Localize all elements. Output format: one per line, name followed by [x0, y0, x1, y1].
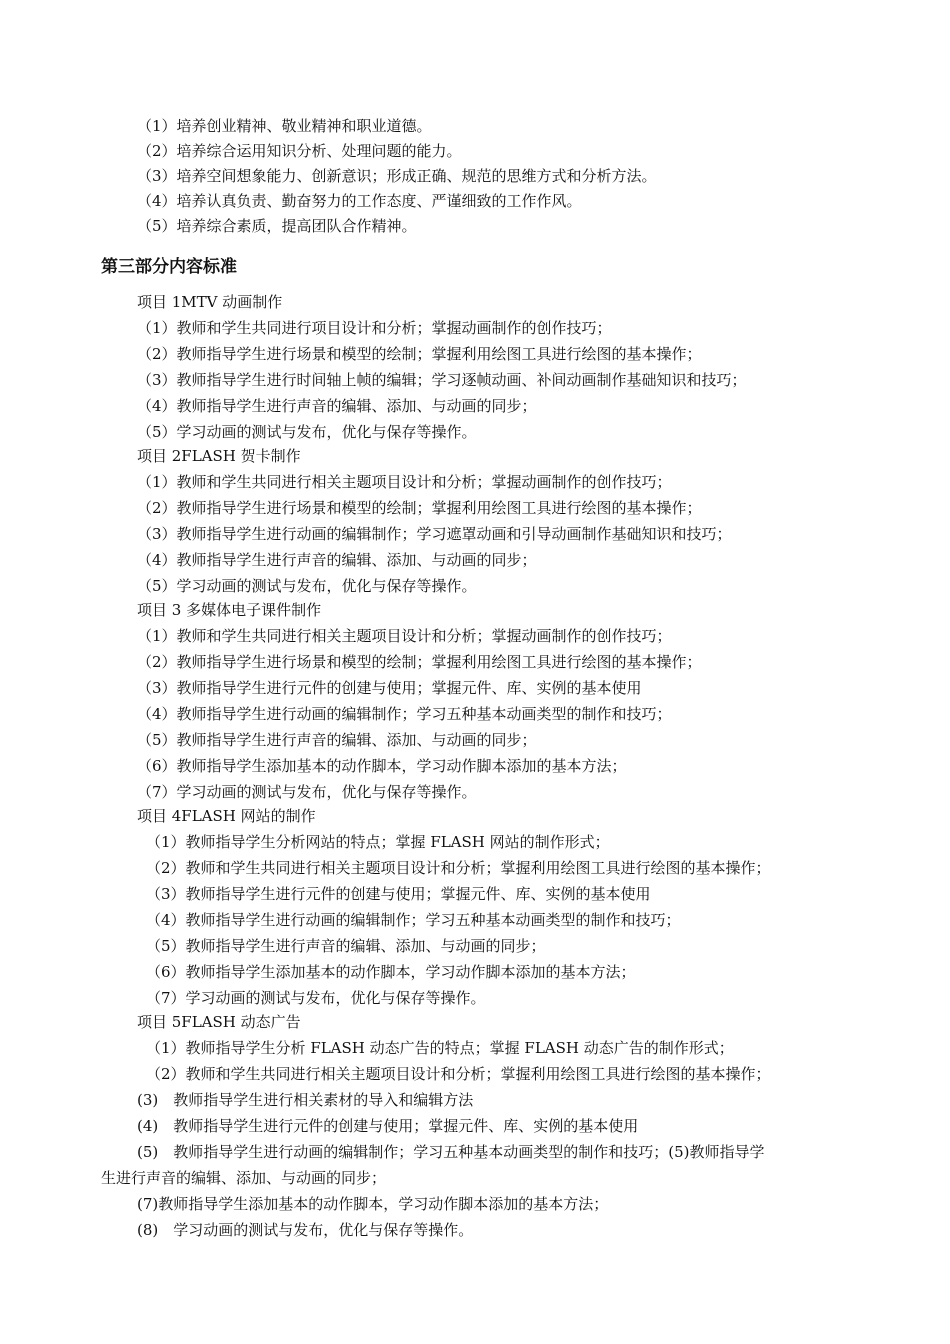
project-title: 项目 2FLASH 贺卡制作	[137, 447, 301, 465]
list-item: （3）教师指导学生进行元件的创建与使用；掌握元件、库、实例的基本使用	[146, 885, 651, 903]
intro-item: （4）培养认真负责、勤奋努力的工作态度、严谨细致的工作作风。	[137, 192, 582, 210]
intro-item: （3）培养空间想象能力、创新意识；形成正确、规范的思维方式和分析方法。	[137, 167, 657, 185]
list-item: （1）教师指导学生分析 FLASH 动态广告的特点；掌握 FLASH 动态广告的制作形式；	[146, 1039, 734, 1057]
list-item: （2）教师指导学生进行场景和模型的绘制；掌握利用绘图工具进行绘图的基本操作；	[137, 345, 702, 363]
intro-item: （5）培养综合素质，提高团队合作精神。	[137, 217, 417, 235]
list-item: (5) 教师指导学生进行动画的编辑制作；学习五种基本动画类型的制作和技巧；(5)教师指导学	[137, 1143, 765, 1161]
list-item: （2）教师和学生共同进行相关主题项目设计和分析；掌握利用绘图工具进行绘图的基本操作；	[146, 859, 771, 877]
list-item: （2）教师指导学生进行场景和模型的绘制；掌握利用绘图工具进行绘图的基本操作；	[137, 653, 702, 671]
intro-item: （2）培养综合运用知识分析、处理问题的能力。	[137, 142, 462, 160]
list-item: （2）教师和学生共同进行相关主题项目设计和分析；掌握利用绘图工具进行绘图的基本操作；	[146, 1065, 771, 1083]
list-item: （4）教师指导学生进行动画的编辑制作；学习五种基本动画类型的制作和技巧；	[146, 911, 681, 929]
list-item: (4) 教师指导学生进行元件的创建与使用；掌握元件、库、实例的基本使用	[137, 1117, 639, 1135]
list-item: （1）教师指导学生分析网站的特点；掌握 FLASH 网站的制作形式；	[146, 833, 610, 851]
list-item: （1）教师和学生共同进行项目设计和分析；掌握动画制作的创作技巧；	[137, 319, 612, 337]
list-item: （1）教师和学生共同进行相关主题项目设计和分析；掌握动画制作的创作技巧；	[137, 473, 672, 491]
list-item: （4）教师指导学生进行声音的编辑、添加、与动画的同步；	[137, 551, 537, 569]
intro-item: （1）培养创业精神、敬业精神和职业道德。	[137, 117, 432, 135]
project-title: 项目 1MTV 动画制作	[137, 293, 283, 311]
list-item: (7)教师指导学生添加基本的动作脚本，学习动作脚本添加的基本方法；	[137, 1195, 609, 1213]
list-item: （2）教师指导学生进行场景和模型的绘制；掌握利用绘图工具进行绘图的基本操作；	[137, 499, 702, 517]
list-item: （3）教师指导学生进行动画的编辑制作；学习遮罩动画和引导动画制作基础知识和技巧；	[137, 525, 732, 543]
list-item: (3) 教师指导学生进行相关素材的导入和编辑方法	[137, 1091, 474, 1109]
list-item: （4）教师指导学生进行声音的编辑、添加、与动画的同步；	[137, 397, 537, 415]
project-title: 项目 3 多媒体电子课件制作	[137, 601, 322, 619]
project-title: 项目 4FLASH 网站的制作	[137, 807, 316, 825]
list-item: （5）教师指导学生进行声音的编辑、添加、与动画的同步；	[146, 937, 546, 955]
section-heading: 第三部分内容标准	[101, 257, 237, 277]
list-item: （3）教师指导学生进行时间轴上帧的编辑；学习逐帧动画、补间动画制作基础知识和技巧；	[137, 371, 747, 389]
list-item: 生进行声音的编辑、添加、与动画的同步；	[101, 1169, 387, 1187]
list-item: （5）学习动画的测试与发布，优化与保存等操作。	[137, 577, 477, 595]
list-item: （7）学习动画的测试与发布，优化与保存等操作。	[137, 783, 477, 801]
list-item: （6）教师指导学生添加基本的动作脚本，学习动作脚本添加的基本方法；	[137, 757, 627, 775]
list-item: (8) 学习动画的测试与发布，优化与保存等操作。	[137, 1221, 474, 1239]
project-title: 项目 5FLASH 动态广告	[137, 1013, 301, 1031]
list-item: （5）教师指导学生进行声音的编辑、添加、与动画的同步；	[137, 731, 537, 749]
list-item: （1）教师和学生共同进行相关主题项目设计和分析；掌握动画制作的创作技巧；	[137, 627, 672, 645]
list-item: （5）学习动画的测试与发布，优化与保存等操作。	[137, 423, 477, 441]
list-item: （7）学习动画的测试与发布，优化与保存等操作。	[146, 989, 486, 1007]
list-item: （4）教师指导学生进行动画的编辑制作；学习五种基本动画类型的制作和技巧；	[137, 705, 672, 723]
list-item: （6）教师指导学生添加基本的动作脚本，学习动作脚本添加的基本方法；	[146, 963, 636, 981]
list-item: （3）教师指导学生进行元件的创建与使用；掌握元件、库、实例的基本使用	[137, 679, 642, 697]
